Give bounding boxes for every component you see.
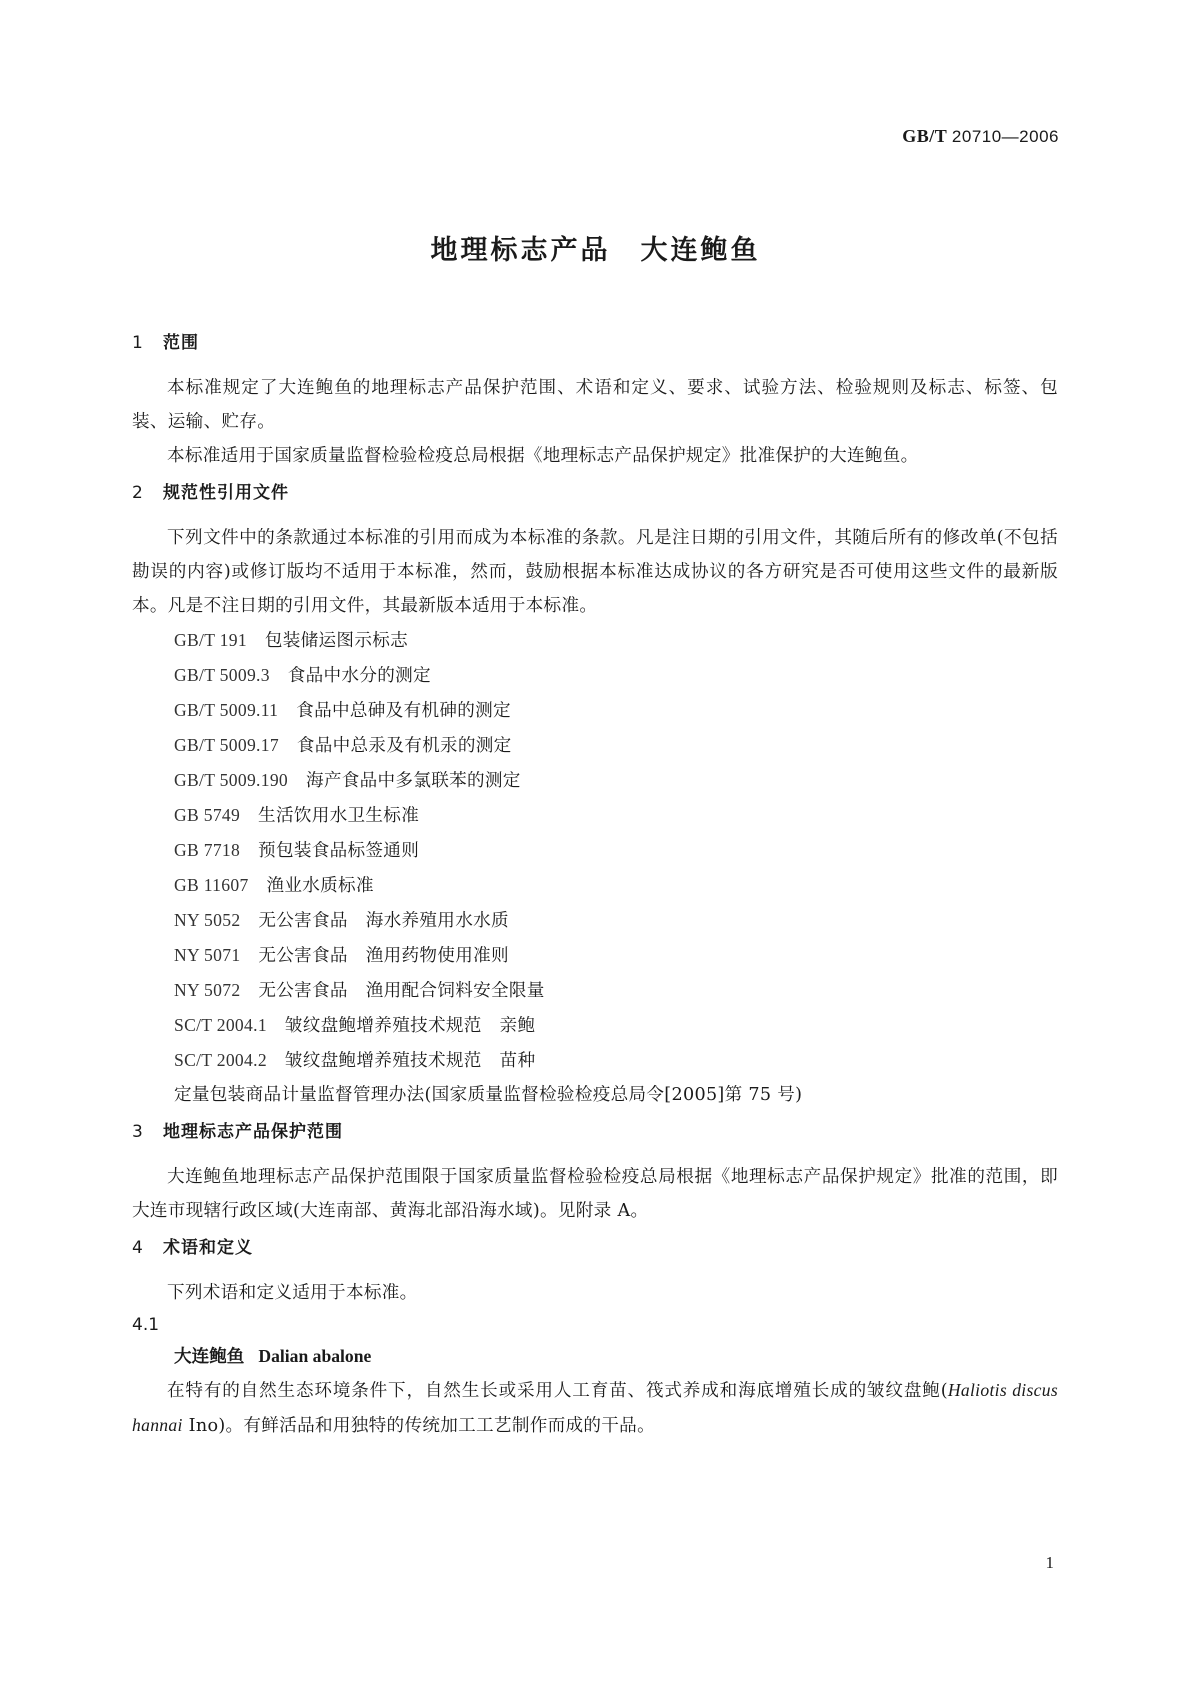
reference-item [132,938,1058,973]
reference-item [132,1043,1058,1078]
paragraph: 本标准适用于国家质量监督检验检疫总局根据《地理标志产品保护规定》批准保护的大连鲍鱼。 [167,446,919,466]
reference-item [132,623,1058,658]
section-number: 4 [132,1238,144,1258]
section-title: 范围 [163,333,199,353]
section-4-heading [132,1236,1058,1260]
reference-code: GB/T 5009.190 [174,770,289,790]
standard-code [902,126,1059,147]
reference-item [132,763,1058,798]
section-title: 术语和定义 [163,1238,253,1258]
reference-title: 食品中总砷及有机砷的测定 [296,701,511,721]
term-english: Dalian abalone [258,1346,372,1366]
reference-item [132,658,1058,693]
reference-code: GB 11607 [174,875,249,895]
reference-title: 海产食品中多氯联苯的测定 [305,771,521,791]
reference-title: 食品中总汞及有机汞的测定 [296,736,512,756]
paragraph: 下列文件中的条款通过本标准的引用而成为本标准的条款。凡是注日期的引用文件，其随后所有的修改单(不包括勘误的内容)或修订版均不适用于本标准，然而，鼓励根据本标准达成协议的各方研究是否可使用这些文件的最新版本。凡是不注日期的引用文件，其最新版本适用于本标准。 [132,528,1058,616]
reference-code: GB/T 5009.11 [174,700,279,720]
definition-text: Ino)。有鲜活品和用独特的传统加工工艺制作而成的干品。 [182,1416,655,1436]
reference-code: NY 5071 [174,945,241,965]
reference-title: 渔业水质标准 [266,876,374,896]
section-1-heading [132,331,1058,355]
reference-item [132,903,1058,938]
reference-title: 皱纹盘鲍增养殖技术规范 亲鲍 [284,1016,536,1036]
term-chinese: 大连鲍鱼 [174,1347,245,1367]
term-definition [132,1373,1058,1443]
reference-code: GB/T 191 [174,630,247,650]
reference-code: GB 5749 [174,805,241,825]
reference-code: SC/T 2004.1 [174,1015,267,1035]
reference-title: 无公害食品 渔用配合饲料安全限量 [258,981,545,1001]
reference-title: 食品中水分的测定 [287,666,431,686]
reference-item [132,728,1058,763]
reference-code: NY 5052 [174,910,241,930]
reference-code: GB/T 5009.3 [174,665,270,685]
paragraph: 大连鲍鱼地理标志产品保护范围限于国家质量监督检验检疫总局根据《地理标志产品保护规定》批准的范围，即大连市现辖行政区域(大连南部、黄海北部沿海水域)。见附录 A。 [132,1167,1058,1221]
reference-list [132,623,1058,1112]
reference-item [132,798,1058,833]
reference-title: 预包装食品标签通则 [258,841,420,861]
reference-title: 皱纹盘鲍增养殖技术规范 苗种 [284,1051,536,1071]
section-title: 地理标志产品保护范围 [163,1122,343,1142]
section-number: 1 [132,333,144,353]
subclause-number: 4.1 [132,1315,160,1335]
standard-number: 20710—2006 [951,127,1059,146]
reference-item [132,973,1058,1008]
term-heading [132,1340,1058,1373]
latin-name: Haliotis discus hannai [132,1380,1058,1435]
section-3-heading [132,1120,1058,1144]
reference-code: SC/T 2004.2 [174,1050,267,1070]
reference-item [132,693,1058,728]
reference-title: 无公害食品 海水养殖用水水质 [258,911,509,931]
section-title: 规范性引用文件 [163,483,289,503]
reference-item [132,868,1058,903]
paragraph: 本标准规定了大连鲍鱼的地理标志产品保护范围、术语和定义、要求、试验方法、检验规则及标志、标签、包装、运输、贮存。 [132,378,1058,432]
reference-item [132,833,1058,868]
standard-prefix: GB/T [902,126,947,146]
reference-item: 定量包装商品计量监督管理办法(国家质量监督检验检疫总局令[2005]第 75 号) [174,1085,803,1105]
reference-title: 无公害食品 渔用药物使用准则 [258,946,509,966]
reference-code: GB 7718 [174,840,241,860]
paragraph: 下列术语和定义适用于本标准。 [167,1283,418,1303]
document-body [132,331,1058,1443]
reference-title: 生活饮用水卫生标准 [258,806,420,826]
document-title: 地理标志产品 大连鲍鱼 [430,235,761,266]
reference-code: GB/T 5009.17 [174,735,279,755]
section-number: 2 [132,483,144,503]
page-number: 1 [1045,1553,1054,1572]
definition-text: 在特有的自然生态环境条件下，自然生长或采用人工育苗、筏式养成和海底增殖长成的皱纹盘鲍( [167,1381,948,1401]
reference-title: 包装储运图示标志 [264,631,409,651]
section-2-heading [132,481,1058,505]
reference-code: NY 5072 [174,980,241,1000]
reference-item [132,1008,1058,1043]
section-number: 3 [132,1122,144,1142]
